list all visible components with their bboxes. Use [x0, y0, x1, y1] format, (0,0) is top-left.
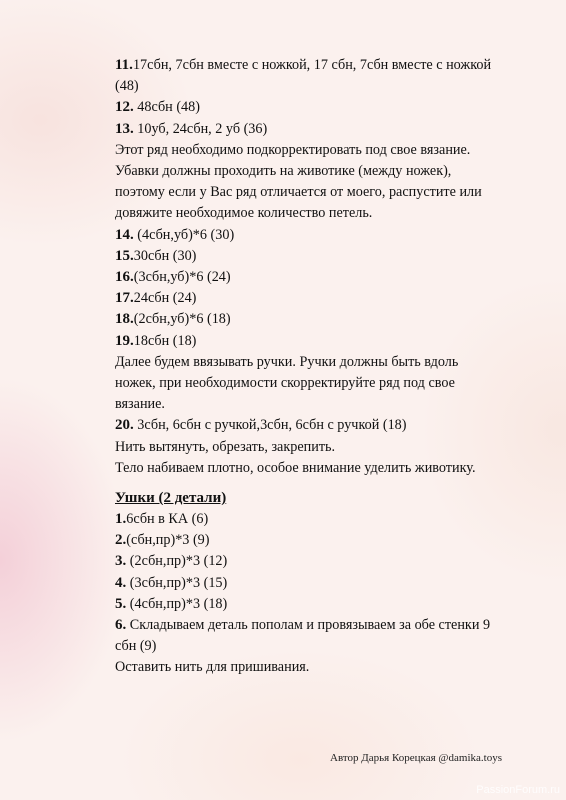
text-line — [115, 288, 535, 309]
row-number: 1. — [115, 511, 127, 528]
ears-rows — [115, 509, 535, 679]
text-line — [115, 509, 535, 530]
pattern-text — [115, 55, 535, 679]
text-line — [115, 309, 535, 330]
row-text: 18сбн (18) — [133, 332, 197, 349]
row-text: 6сбн в КА (6) — [126, 511, 209, 528]
watermark: PassionForum.ru — [476, 784, 560, 796]
row-text: (2сбн,уб)*6 (18) — [133, 311, 231, 328]
row-text: вязание. — [115, 396, 165, 413]
text-line — [115, 594, 535, 615]
text-line — [115, 551, 535, 572]
row-number: 15. — [115, 247, 134, 264]
text-line — [115, 203, 535, 224]
text-line — [115, 437, 535, 458]
row-text: (3сбн,пр)*3 (15) — [126, 574, 228, 591]
row-number: 2. — [115, 532, 127, 549]
row-text: 17сбн, 7сбн вместе с ножкой, 17 сбн, 7сбн вместе с ножкой — [132, 57, 492, 73]
row-text: (сбн,пр)*3 (9) — [126, 532, 210, 549]
row-number: 18. — [115, 311, 134, 328]
text-line — [115, 225, 535, 246]
row-number: 13. — [115, 120, 134, 137]
row-text: Убавки должны проходить на животике (между ножек), — [115, 163, 452, 180]
text-line — [115, 657, 535, 678]
row-text: Этот ряд необходимо подкорректировать под свое вязание. — [115, 141, 471, 158]
text-line — [115, 636, 535, 657]
text-line — [115, 352, 535, 373]
text-line — [115, 331, 535, 352]
ears-heading: Ушки (2 детали) — [115, 490, 227, 507]
row-text: (4сбн,уб)*6 (30) — [133, 226, 235, 243]
row-number: 4. — [115, 574, 127, 591]
row-text: (3сбн,уб)*6 (24) — [133, 269, 231, 286]
text-line — [115, 373, 535, 394]
row-text: 10уб, 24сбн, 2 уб (36) — [133, 120, 268, 137]
text-line — [115, 458, 535, 479]
row-text: 30сбн (30) — [133, 247, 197, 264]
text-line — [115, 267, 535, 288]
row-text: 24сбн (24) — [133, 290, 197, 307]
row-number: 12. — [115, 99, 134, 116]
row-number: 17. — [115, 290, 134, 307]
row-text: Нить вытянуть, обрезать, закрепить. — [115, 438, 336, 455]
text-line — [115, 394, 535, 415]
text-line — [115, 530, 535, 551]
row-text: 48сбн (48) — [133, 99, 200, 116]
row-text: ножек, при необходимости скорректируйте ряд под свое — [115, 375, 455, 392]
row-number: 3. — [115, 553, 127, 570]
row-text: 3сбн, 6сбн с ручкой,3сбн, 6сбн с ручкой (18) — [133, 417, 407, 434]
row-text: Тело набиваем плотно, особое внимание уделить животику. — [115, 459, 476, 476]
row-text: Далее будем ввязывать ручки. Ручки должны быть вдоль — [115, 353, 459, 370]
text-line — [115, 615, 535, 636]
row-number: 19. — [115, 332, 134, 349]
text-line — [115, 161, 535, 182]
row-number: 14. — [115, 226, 134, 243]
body-rows — [115, 55, 535, 479]
text-line — [115, 246, 535, 267]
author-credit: Автор Дарья Корецкая @damika.toys — [330, 752, 503, 764]
text-line — [115, 119, 535, 140]
row-number: 6. — [115, 617, 127, 634]
text-line — [115, 573, 535, 594]
row-number: 5. — [115, 595, 127, 612]
row-text: Складываем деталь пополам и провязываем за обе стенки 9 — [126, 617, 491, 634]
text-line — [115, 182, 535, 203]
text-line — [115, 415, 535, 436]
text-line — [115, 55, 535, 76]
row-number: 16. — [115, 269, 134, 286]
row-text: (4сбн,пр)*3 (18) — [126, 595, 228, 612]
row-text: (2сбн,пр)*3 (12) — [126, 553, 228, 570]
row-text: сбн (9) — [115, 638, 157, 655]
text-line — [115, 140, 535, 161]
text-line — [115, 97, 535, 118]
row-number: 20. — [115, 417, 134, 434]
row-number: 11. — [115, 57, 133, 73]
row-text: довяжите необходимое количество петель. — [115, 205, 373, 222]
text-line — [115, 76, 535, 97]
row-text: поэтому если у Вас ряд отличается от моего, распустите или — [115, 184, 482, 201]
row-text: (48) — [115, 78, 139, 95]
row-text: Оставить нить для пришивания. — [115, 659, 310, 676]
